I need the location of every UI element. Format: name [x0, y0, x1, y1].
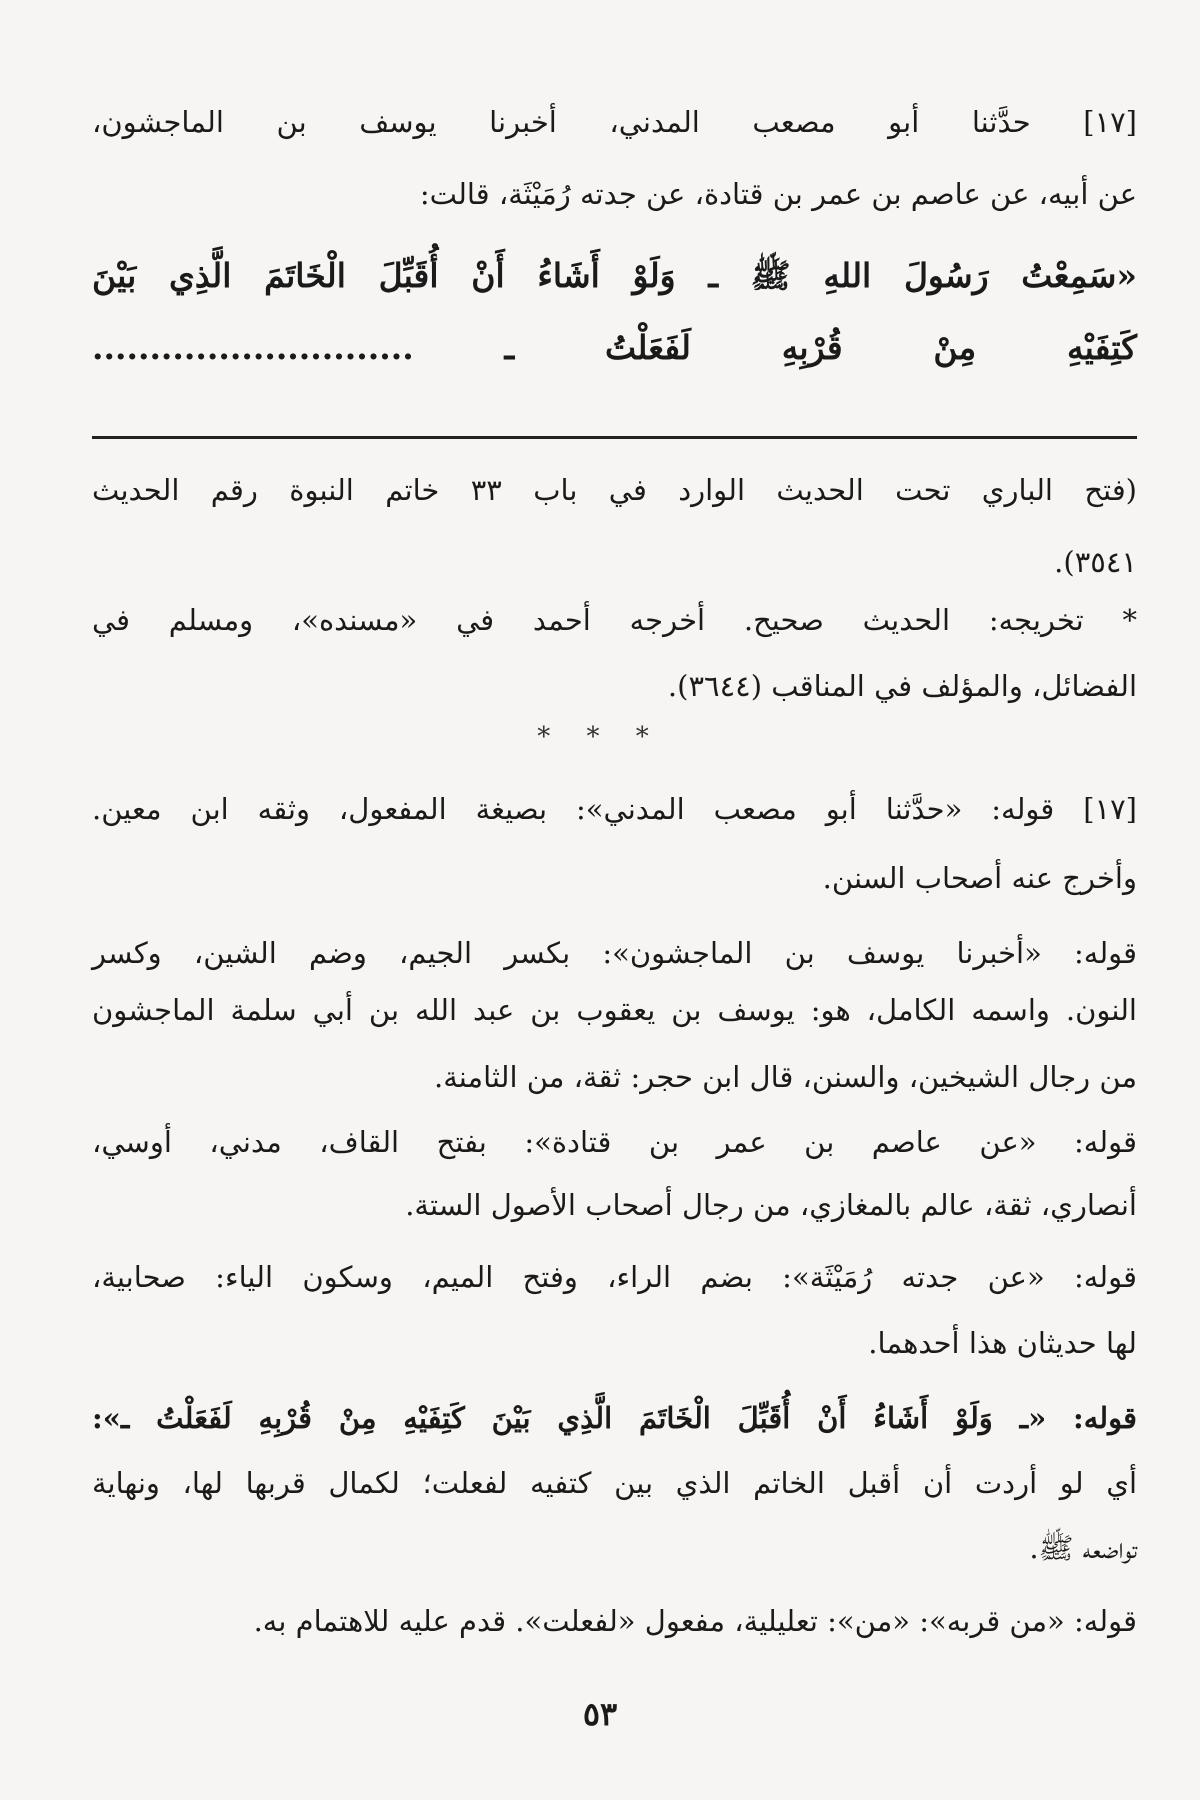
footnote-line: (فتح الباري تحت الحديث الوارد في باب ٣٣ خاتم النبوة رقم الحديث	[92, 473, 1137, 507]
commentary-line: قوله: «ـ وَلَوْ أَشَاءُ أَنْ أُقَبِّلَ الْخَاتَمَ الَّذِي بَيْنَ كَتِفَيْهِ مِنْ قُرْبِهِ لَفَعَلْتُ ـ»:	[92, 1401, 1137, 1435]
commentary-line: قوله: «عن جدته رُمَيْثَة»: بضم الراء، وفتح الميم، وسكون الياء: صحابية،	[92, 1260, 1137, 1294]
footnote-line: ٣٥٤١).	[1054, 545, 1137, 579]
footnote-line: * تخريجه: الحديث صحيح. أخرجه أحمد في «مسنده»، ومسلم في	[92, 603, 1137, 637]
commentary-line: أي لو أردت أن أقبل الخاتم الذي بين كتفيه لفعلت؛ لكمال قربها لها، ونهاية	[92, 1466, 1137, 1500]
commentary-line: لها حديثان هذا أحدهما.	[868, 1326, 1137, 1360]
footnote-divider	[92, 436, 1137, 439]
hadith-line: «سَمِعْتُ رَسُولَ اللهِ ﷺ ـ وَلَوْ أَشَاءُ أَنْ أُقَبِّلَ الْخَاتَمَ الَّذِي بَيْنَ	[92, 256, 1137, 295]
page-number: ٥٣	[582, 1695, 618, 1733]
commentary-line: تواضعه ﷺ.	[1029, 1531, 1137, 1565]
commentary-line: النون. واسمه الكامل، هو: يوسف بن يعقوب بن عبد الله بن أبي سلمة الماجشون	[92, 993, 1137, 1027]
commentary-line: أنصاري، ثقة، عالم بالمغازي، من رجال أصحاب الأصول الستة.	[405, 1188, 1137, 1222]
footnote-line: الفضائل، والمؤلف في المناقب (٣٦٤٤).	[667, 669, 1137, 703]
commentary-line: وأخرج عنه أصحاب السنن.	[822, 861, 1137, 895]
hadith-line: [١٧] حدَّثنا أبو مصعب المدني، أخبرنا يوسف بن الماجشون،	[92, 105, 1137, 139]
section-separator: * * *	[537, 722, 663, 752]
commentary-line: [١٧] قوله: «حدَّثنا أبو مصعب المدني»: بصيغة المفعول، وثقه ابن معين.	[92, 792, 1137, 826]
hadith-line: عن أبيه، عن عاصم بن عمر بن قتادة، عن جدته رُمَيْثَة، قالت:	[419, 177, 1137, 211]
hadith-line: كَتِفَيْهِ مِنْ قُرْبِهِ لَفَعَلْتُ ـ ............................	[92, 328, 1137, 367]
commentary-line: قوله: «عن عاصم بن عمر بن قتادة»: بفتح القاف، مدني، أوسي،	[92, 1125, 1137, 1159]
commentary-line: قوله: «من قربه»: «من»: تعليلية، مفعول «لفعلت». قدم عليه للاهتمام به.	[253, 1604, 1137, 1638]
commentary-line: من رجال الشيخين، والسنن، قال ابن حجر: ثقة، من الثامنة.	[434, 1060, 1137, 1094]
commentary-line: قوله: «أخبرنا يوسف بن الماجشون»: بكسر الجيم، وضم الشين، وكسر	[92, 936, 1137, 970]
